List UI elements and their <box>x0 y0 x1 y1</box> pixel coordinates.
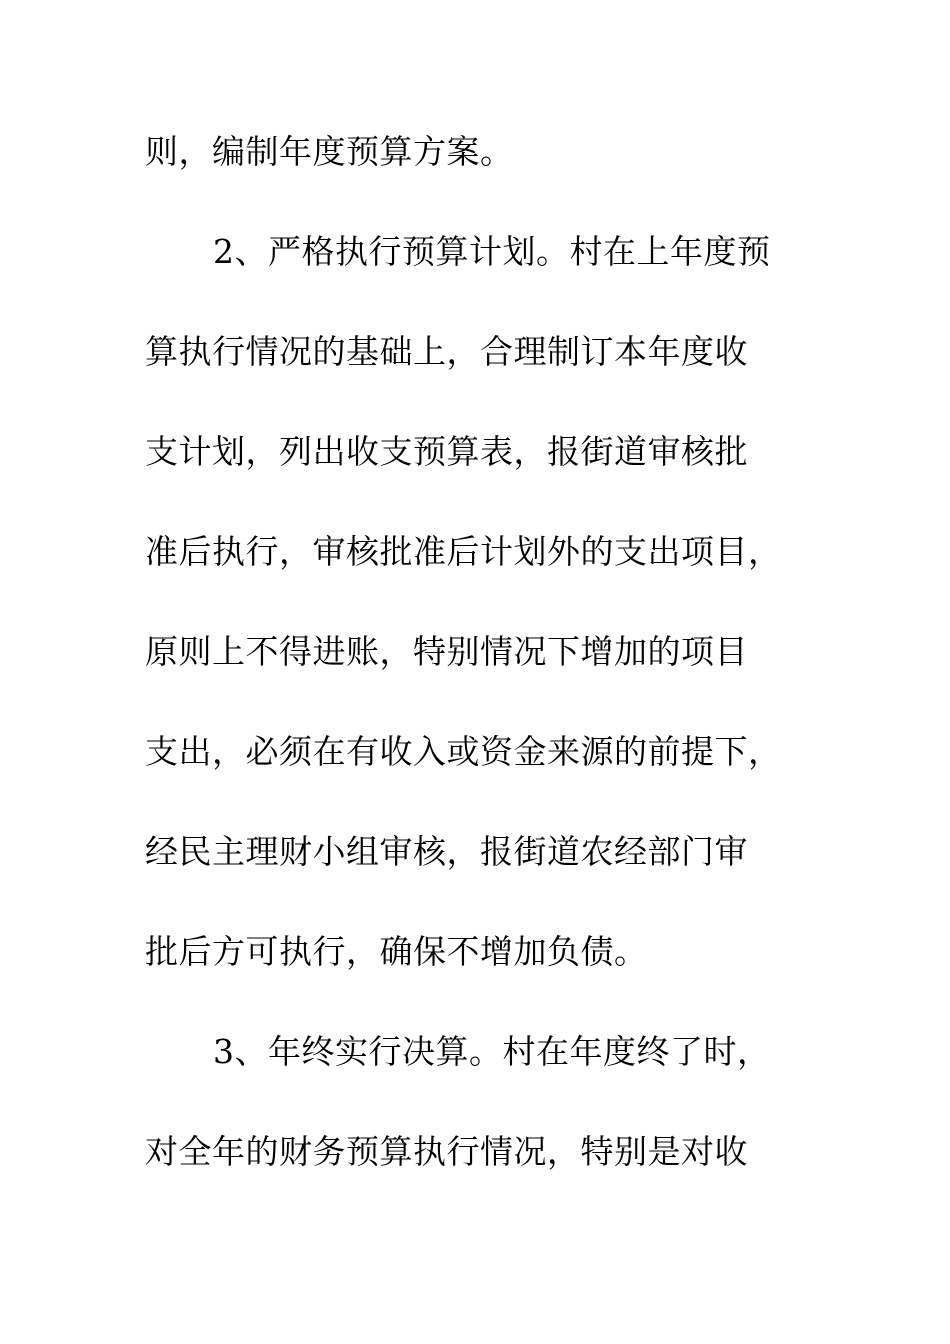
text-line: 支计划，列出收支预算表，报街道审核批 <box>145 432 748 471</box>
text-line: 对全年的财务预算执行情况，特别是对收 <box>145 1132 748 1171</box>
text-line: 则，编制年度预算方案。 <box>145 132 514 171</box>
text-line: 经民主理财小组审核，报街道农经部门审 <box>145 832 748 871</box>
text-line: 批后方可执行，确保不增加负债。 <box>145 932 648 971</box>
paragraph-start-line: 2、严格执行预算计划。村在上年度预 <box>213 232 771 271</box>
text-line: 算执行情况的基础上，合理制订本年度收 <box>145 332 748 371</box>
paragraph-start-line: 3、年终实行决算。村在年度终了时， <box>213 1032 771 1071</box>
text-line: 支出，必须在有收入或资金来源的前提下， <box>145 732 782 771</box>
text-line: 原则上不得进账，特别情况下增加的项目 <box>145 632 748 671</box>
text-line: 准后执行，审核批准后计划外的支出项目， <box>145 532 782 571</box>
